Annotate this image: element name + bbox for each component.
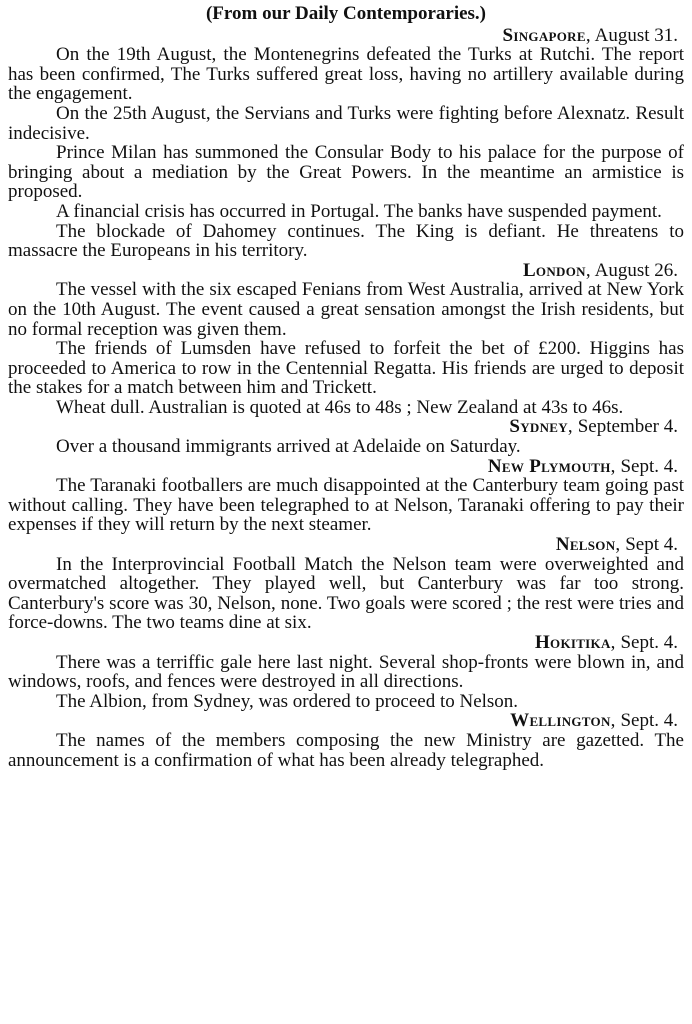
- news-paragraph: In the Interprovincial Football Match the Nelson team were overweighted and overmatched altogether. They played well, but Canterbury was far too strong. Canterbury's score was 30, Nelson, none. Two goals were scored ; the rest were tries and force-downs. The two teams dine at six.: [8, 553, 684, 634]
- dispatch-singapore: [8, 26, 684, 261]
- news-paragraph: There was a terriffic gale here last night. Several shop-fronts were blown in, and windows, roofs, and fences were destroyed in all directions.: [8, 651, 684, 693]
- dispatch-nelson: [8, 535, 684, 633]
- column-heading: (From our Daily Contemporaries.): [205, 3, 487, 24]
- news-paragraph: Wheat dull. Australian is quoted at 46s to 48s ; New Zealand at 43s to 46s.: [56, 396, 624, 418]
- newspaper-column: [8, 4, 684, 770]
- dateline: [8, 633, 684, 653]
- dateline-date: Sept 4.: [625, 534, 678, 556]
- dispatch-hokitika: [8, 633, 684, 711]
- dateline-date: August 26.: [594, 259, 678, 281]
- dateline: [8, 417, 684, 437]
- dispatch-sydney: [8, 417, 684, 456]
- news-paragraph: A financial crisis has occurred in Portugal. The banks have suspended payment.: [56, 200, 662, 222]
- dispatch-london: [8, 261, 684, 418]
- dateline-place: Wellington ,: [510, 710, 616, 731]
- news-paragraph: The vessel with the six escaped Fenians from West Australia, arrived at New York on the 10th August. The event caused a great sensation amongst the Irish residents, but no formal reception was given them.: [8, 279, 684, 340]
- dateline: [8, 26, 684, 46]
- dateline-place: Sydney ,: [509, 416, 573, 437]
- news-paragraph: On the 19th August, the Montenegrins defeated the Turks at Rutchi. The report has been confirmed, The Turks suffered great loss, having no artillery available during the engagement.: [8, 44, 684, 105]
- dateline: [8, 457, 684, 477]
- news-paragraph: The blockade of Dahomey continues. The King is defiant. He threatens to massacre the Europeans in his territory.: [8, 220, 684, 262]
- dateline-date: September 4.: [577, 416, 678, 438]
- dateline-place: New Plymouth ,: [488, 456, 616, 477]
- dateline: [8, 711, 684, 731]
- news-paragraph: Over a thousand immigrants arrived at Adelaide on Saturday.: [56, 436, 521, 458]
- dateline-place: Hokitika ,: [535, 632, 616, 653]
- dateline-place: Nelson ,: [556, 534, 621, 555]
- news-paragraph: The Albion, from Sydney, was ordered to proceed to Nelson.: [56, 690, 519, 712]
- news-paragraph: Prince Milan has summoned the Consular Body to his palace for the purpose of bringing about a mediation by the Great Powers. In the meantime an armistice is proposed.: [8, 142, 684, 203]
- news-paragraph: The names of the members composing the new Ministry are gazetted. The announcement is a confirmation of what has been already telegraphed.: [8, 729, 684, 771]
- news-paragraph: The Taranaki footballers are much disappointed at the Canterbury team going past without calling. They have been telegraphed to at Nelson, Taranaki offering to pay their expenses if they will return by the next steamer.: [8, 475, 684, 536]
- dateline-date: Sept. 4.: [620, 710, 678, 732]
- news-paragraph: On the 25th August, the Servians and Turks were fighting before Alexnatz. Result indecisive.: [8, 102, 684, 144]
- dateline-date: August 31.: [594, 24, 678, 46]
- dateline: [8, 261, 684, 281]
- dateline: [8, 535, 684, 555]
- news-paragraph: The friends of Lumsden have refused to forfeit the bet of £200. Higgins has proceeded to America to row in the Centennial Regatta. His friends are urged to deposit the stakes for a match between him and Trickett.: [8, 338, 684, 399]
- dispatch-wellington: [8, 711, 684, 770]
- dateline-place: London ,: [523, 260, 591, 281]
- dateline-place: Singapore ,: [503, 25, 591, 46]
- dispatch-new-plymouth: [8, 457, 684, 535]
- dateline-date: Sept. 4.: [620, 455, 678, 477]
- dateline-date: Sept. 4.: [620, 632, 678, 653]
